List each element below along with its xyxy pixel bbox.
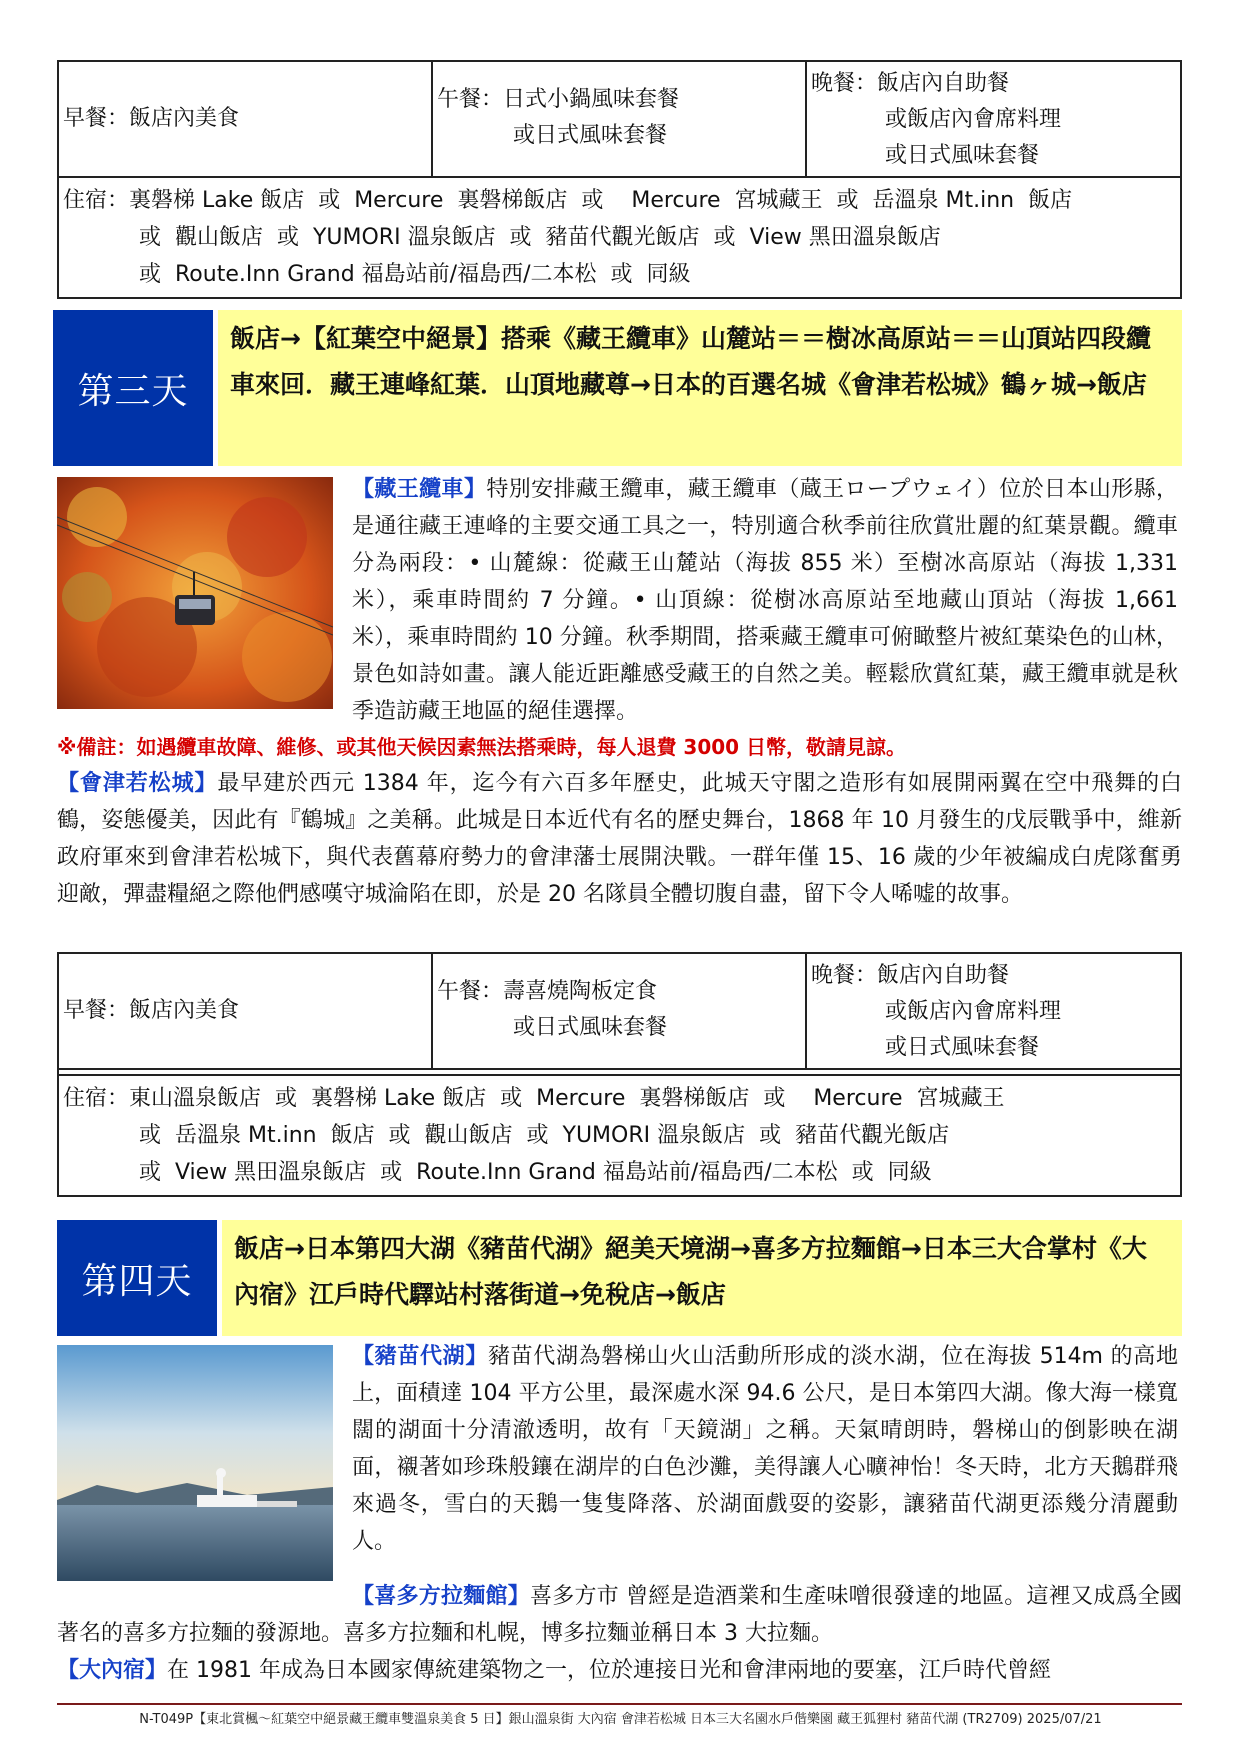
autumn-forest-image — [57, 477, 333, 709]
lodging-line: 住宿：裏磐梯 Lake 飯店 或 Mercure 裏磐梯飯店 或 Mercure 宮城藏王 或 岳溫泉 Mt.inn 飯店 — [63, 188, 1073, 213]
dinner-alt-text: 或日式風味套餐 — [885, 1035, 1040, 1060]
dinner-cell — [807, 954, 1180, 1068]
dinner-alt-text: 或日式風味套餐 — [885, 143, 1040, 168]
lodging-line: 或 Route.Inn Grand 福島站前/福島西/二本松 或 同級 — [139, 262, 691, 287]
lake-photo — [57, 1345, 333, 1581]
lunch-cell — [433, 62, 807, 176]
day-label-text: 第三天 — [77, 370, 189, 412]
meal-table-day2 — [57, 60, 1182, 299]
footer-text: N-T049P【東北賞楓～紅葉空中絕景藏王纜車雙溫泉美食 5 日】銀山溫泉街 大內宿 會津若松城 日本三大名園水戶偕樂園 藏王狐狸村 豬苗代湖 (TR2709) 2025/07/21 — [139, 1712, 1102, 1727]
lodging-line: 或 View 黑田溫泉飯店 或 Route.Inn Grand 福島站前/福島西/二本松 或 同級 — [139, 1160, 932, 1185]
day-label — [53, 310, 213, 466]
castle-text: 最早建於西元 1384 年，迄今有六百多年歷史，此城天守閣之造形有如展開兩翼在空中飛舞的白鶴，姿態優美，因此有『鶴城』之美稱。此城是日本近代有名的歷史舞台，1868 年 10 月發生的戊辰戰爭中，維新政府軍來到會津若松城下，與代表舊幕府勢力的會津藩士展開決戰。一群年僅 15、16 歲的少年被編成白虎隊奮勇迎敵，彈盡糧絕之際他們感嘆守城淪陷在即，於是 20 名隊員全體切腹自盡，留下令人唏嘘的故事。 — [57, 771, 1182, 907]
lunch-alt-text: 或日式風味套餐 — [513, 1015, 668, 1040]
lake-keyword: 【豬苗代湖】 — [352, 1344, 488, 1369]
dinner-alt-text: 或飯店內會席料理 — [885, 999, 1062, 1024]
footer-divider — [57, 1703, 1182, 1705]
lunch-text: 午餐：壽喜燒陶板定食 — [437, 979, 658, 1004]
lodging-cell — [59, 176, 1180, 297]
day-heading — [222, 1220, 1182, 1336]
meal-row — [59, 954, 1180, 1070]
day-heading-text: 飯店→【紅葉空中絕景】搭乘《藏王纜車》山麓站＝＝樹冰高原站＝＝山頂站四段纜車來回．藏王連峰紅葉．山頂地藏尊→日本的百選名城《會津若松城》鶴ヶ城→飯店 — [230, 324, 1151, 399]
lodging-cell — [59, 1074, 1180, 1195]
dinner-cell — [807, 62, 1180, 176]
lodging-line: 住宿：東山溫泉飯店 或 裏磐梯 Lake 飯店 或 Mercure 裏磐梯飯店 或 Mercure 宮城藏王 — [63, 1086, 1005, 1111]
lodging-line: 或 觀山飯店 或 YUMORI 溫泉飯店 或 豬苗代觀光飯店 或 View 黑田溫泉飯店 — [139, 225, 941, 250]
lodging-line: 或 岳溫泉 Mt.inn 飯店 或 觀山飯店 或 YUMORI 溫泉飯店 或 豬苗代觀光飯店 — [139, 1123, 950, 1148]
ropeway-keyword: 【藏王纜車】 — [352, 477, 487, 502]
lunch-text: 午餐：日式小鍋風味套餐 — [437, 87, 680, 112]
page-footer — [0, 1708, 1241, 1727]
breakfast-cell — [59, 62, 433, 176]
day-heading — [218, 310, 1182, 466]
dinner-alt-text: 或飯店內會席料理 — [885, 107, 1062, 132]
lunch-alt-text: 或日式風味套餐 — [513, 123, 668, 148]
lunch-cell — [433, 954, 807, 1068]
ouchi-description — [57, 1652, 1182, 1689]
lake-description — [352, 1338, 1178, 1560]
ramen-text: 喜多方市 曾經是造酒業和生產味噌很發達的地區。這裡又成爲全國著名的喜多方拉麵的發源地。喜多方拉麵和札幌，博多拉麵並稱日本 3 大拉麵。 — [57, 1584, 1182, 1646]
note-text: ※備註：如遇纜車故障、維修、或其他天候因素無法搭乘時，每人退費 3000 日幣，敬請見諒。 — [57, 735, 907, 759]
day-label-text: 第四天 — [81, 1260, 193, 1302]
ouchi-keyword: 【大內宿】 — [57, 1658, 168, 1683]
day-heading-text: 飯店→日本第四大湖《豬苗代湖》絕美天境湖→喜多方拉麵館→日本三大合掌村《大內宿》江戶時代驛站村落街道→免稅店→飯店 — [234, 1234, 1147, 1309]
ropeway-refund-note — [57, 732, 1182, 762]
ropeway-description — [352, 471, 1178, 730]
lake-text: 豬苗代湖為磐梯山火山活動所形成的淡水湖，位在海拔 514m 的高地上，面積達 104 平方公里，最深處水深 94.6 公尺，是日本第四大湖。像大海一樣寬闊的湖面十分清澈透明，故有「天鏡湖」之稱。天氣晴朗時，磐梯山的倒影映在湖面，襯著如珍珠般鑲在湖岸的白色沙灘，美得讓人心曠神怡！冬天時，北方天鵝群飛來過冬，雪白的天鵝一隻隻降落、於湖面戲耍的姿影，讓豬苗代湖更添幾分清麗動人。 — [352, 1344, 1178, 1554]
ramen-keyword: 【喜多方拉麵館】 — [352, 1584, 530, 1609]
dinner-text: 晚餐：飯店內自助餐 — [811, 963, 1010, 988]
castle-keyword: 【會津若松城】 — [57, 771, 218, 796]
lake-image — [57, 1345, 333, 1581]
ramen-description — [57, 1578, 1182, 1652]
ropeway-photo — [57, 477, 333, 709]
ropeway-text: 特別安排藏王纜車，藏王纜車（蔵王ロープウェイ）位於日本山形縣，是通往藏王連峰的主要交通工具之一，特別適合秋季前往欣賞壯麗的紅葉景觀。纜車分為兩段：• 山麓線：從藏王山麓站（海拔 855 米）至樹冰高原站（海拔 1,331 米），乘車時間約 7 分鐘。• 山頂線：從樹冰高原站至地藏山頂站（海拔 1,661 米），乘車時間約 10 分鐘。秋季期間，搭乘藏王纜車可俯瞰整片被紅葉染色的山林，景色如詩如畫。讓人能近距離感受藏王的自然之美。輕鬆欣賞紅葉，藏王纜車就是秋季造訪藏王地區的絕佳選擇。 — [352, 477, 1178, 724]
meal-table-day3 — [57, 952, 1182, 1197]
day-label — [57, 1220, 217, 1336]
castle-description — [57, 765, 1182, 913]
dinner-text: 晚餐：飯店內自助餐 — [811, 71, 1010, 96]
ouchi-text: 在 1981 年成為日本國家傳統建築物之一，位於連接日光和會津兩地的要塞，江戶時代曾經 — [167, 1658, 1051, 1683]
breakfast-cell — [59, 954, 433, 1068]
meal-row — [59, 62, 1180, 178]
breakfast-text: 早餐：飯店內美食 — [63, 998, 240, 1023]
breakfast-text: 早餐：飯店內美食 — [63, 106, 240, 131]
